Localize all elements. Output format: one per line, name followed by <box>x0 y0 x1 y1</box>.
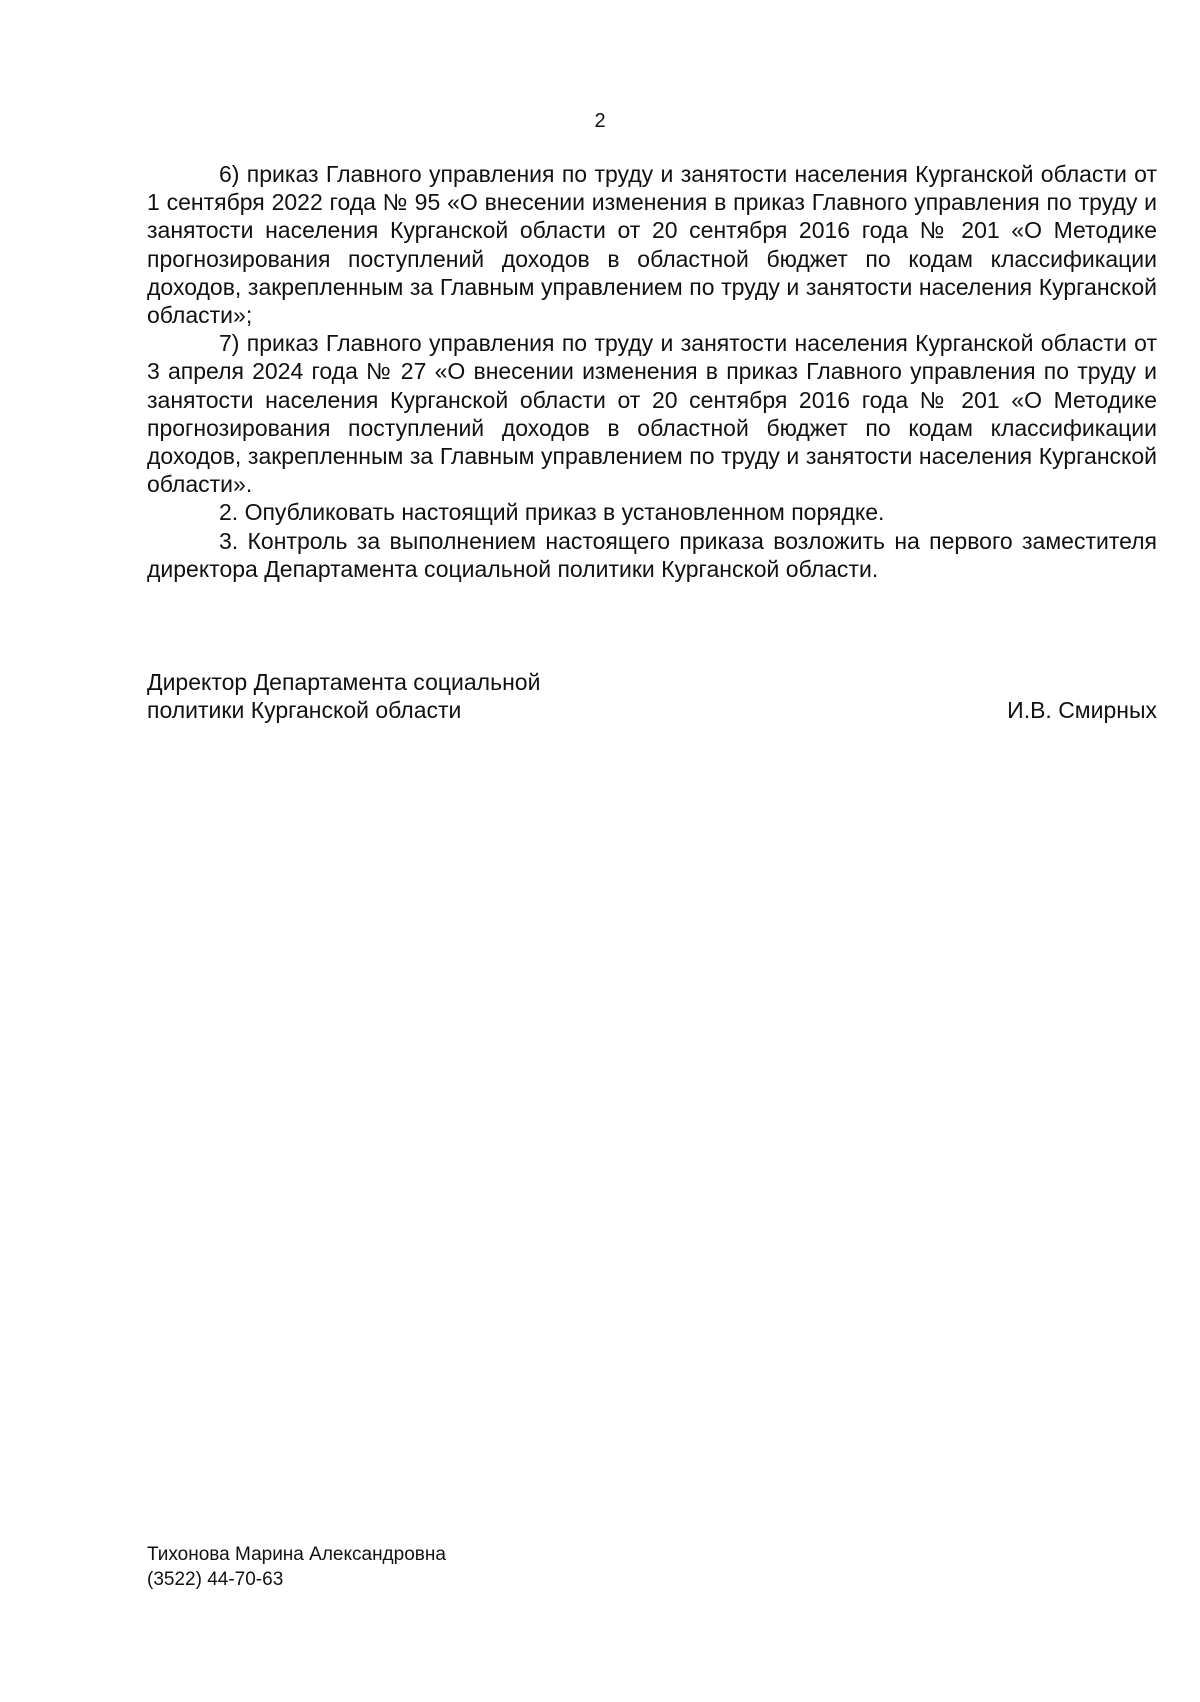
page-number: 2 <box>594 110 606 132</box>
paragraph-control: 3. Контроль за выполнением настоящего приказа возложить на первого заместителя директора Департамента социальной политики Курганской области. <box>147 527 1157 582</box>
paragraph-item-6: 6) приказ Главного управления по труду и занятости населения Курганской области от 1 сентября 2022 года № 95 «О внесении изменения в приказ Главного управления по труду и занятости населения Курганской области от 20 сентября 2016 года № 201 «О Методике прогнозирования поступлений доходов в областной бюджет по кодам классификации доходов, закрепленным за Главным управлением по труду и занятости населения Курганской области»; <box>147 161 1157 329</box>
signatory-name: И.В. Смирных <box>1007 697 1157 724</box>
executor-phone: (3522) 44-70-63 <box>147 1569 284 1590</box>
signatory-position-line2: политики Курганской области <box>147 697 462 724</box>
executor-block <box>147 1542 446 1592</box>
document-body <box>147 160 1157 583</box>
executor-name: Тихонова Марина Александровна <box>147 1544 446 1565</box>
paragraph-publish: 2. Опубликовать настоящий приказ в установленном порядке. <box>219 499 885 526</box>
signature-block <box>147 668 1157 724</box>
signatory-position-line1: Директор Департамента социальной <box>147 669 541 695</box>
paragraph-item-7: 7) приказ Главного управления по труду и занятости населения Курганской области от 3 апреля 2024 года № 27 «О внесении изменения в приказ Главного управления по труду и занятости населения Курганской области от 20 сентября 2016 года № 201 «О Методике прогнозирования поступлений доходов в областной бюджет по кодам классификации доходов, закрепленным за Главным управлением по труду и занятости населения Курганской области». <box>147 330 1157 498</box>
